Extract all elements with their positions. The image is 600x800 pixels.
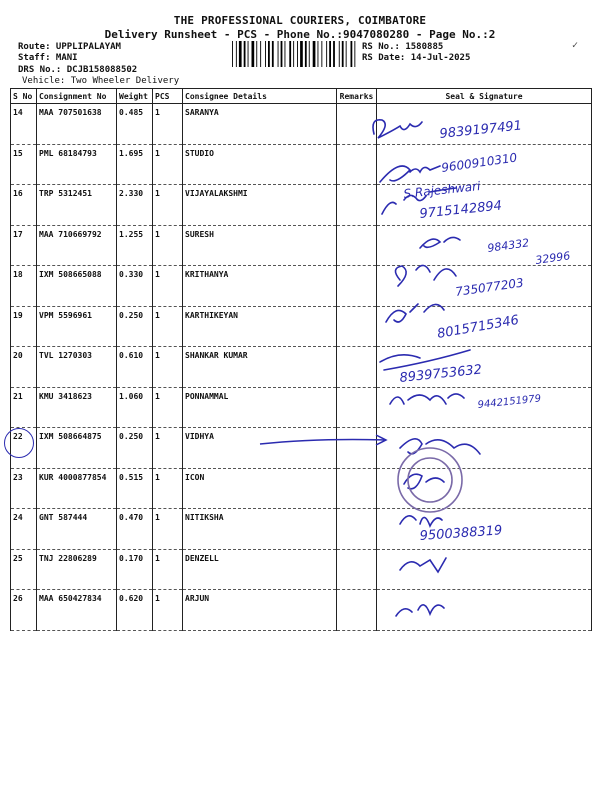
- cell-consignment-text: MAA 707501638: [39, 108, 102, 117]
- cell-pcs-text: 1: [155, 148, 160, 158]
- cell-sno-text: 14: [13, 108, 23, 117]
- cell-consignee-text: NITIKSHA: [185, 513, 224, 522]
- cell-consignee: [183, 347, 337, 388]
- cell-pcs-text: 1: [155, 594, 160, 603]
- col-weight: Weight: [117, 89, 153, 104]
- cell-consignment-text: PML 68184793: [39, 148, 97, 158]
- col-signature: Seal & Signature: [377, 89, 592, 104]
- cell-consignment-text: MAA 710669792: [39, 229, 102, 239]
- cell-sno: [11, 104, 37, 145]
- cell-sno-text: 16: [13, 189, 23, 198]
- cell-sno-text: 15: [13, 148, 23, 158]
- handwritten-phone-2: 9600910310: [440, 150, 519, 175]
- runsheet-title: THE PROFESSIONAL COURIERS, COIMBATORE: [173, 14, 427, 27]
- cell-consignment: [37, 225, 117, 266]
- cell-pcs: [153, 428, 183, 469]
- cell-consignee-text: STUDIO: [185, 148, 214, 158]
- cell-weight-text: 0.485: [119, 108, 144, 117]
- cell-pcs: [153, 590, 183, 631]
- cell-consignee-text: SHANKAR KUMAR: [185, 351, 248, 360]
- cell-consignment-text: MAA 650427834: [39, 594, 102, 603]
- cell-pcs-text: 1: [155, 513, 160, 522]
- cell-consignee: [183, 387, 337, 428]
- cell-consignment: [37, 549, 117, 590]
- cell-weight: [117, 590, 153, 631]
- cell-sno-text: 19: [13, 310, 23, 320]
- cell-consignee-text: SARANYA: [185, 108, 219, 117]
- cell-consignment-text: IXM 508664875: [39, 432, 102, 441]
- cell-consignment-text: TRP 5312451: [39, 189, 92, 198]
- cell-consignee-text: ICON: [185, 472, 205, 482]
- cell-weight-text: 2.330: [119, 189, 144, 198]
- cell-weight-text: 0.610: [119, 351, 144, 360]
- cell-pcs: [153, 104, 183, 145]
- cell-sno: [11, 387, 37, 428]
- handwritten-phone-6: 735077203: [454, 275, 525, 299]
- cell-weight-text: 0.250: [119, 432, 144, 441]
- cell-sno: [11, 144, 37, 185]
- cell-sno-text: 25: [13, 553, 23, 563]
- cell-sno-text: 17: [13, 229, 23, 239]
- cell-pcs: [153, 266, 183, 307]
- cell-weight: [117, 347, 153, 388]
- cell-consignment: [37, 468, 117, 509]
- cell-pcs-text: 1: [155, 310, 160, 320]
- cell-consignee-text: VIDHYA: [185, 432, 214, 441]
- rs-date: RS Date: 14-Jul-2025: [362, 53, 471, 63]
- cell-consignee-text: PONNAMMAL: [185, 391, 229, 401]
- cell-sno-text: 21: [13, 391, 23, 401]
- cell-sno: [11, 266, 37, 307]
- cell-sno: [11, 468, 37, 509]
- cell-consignee: [183, 468, 337, 509]
- cell-consignment: [37, 347, 117, 388]
- cell-sno-text: 18: [13, 270, 23, 279]
- cell-consignee: [183, 306, 337, 347]
- handwritten-name-1: S.Rajeshwari: [402, 178, 482, 201]
- cell-sno: [11, 306, 37, 347]
- cell-sno-text: 26: [13, 594, 23, 603]
- cell-consignee: [183, 104, 337, 145]
- cell-consignment: [37, 428, 117, 469]
- cell-weight: [117, 266, 153, 307]
- cell-consignee: [183, 590, 337, 631]
- cell-weight-text: 0.515: [119, 472, 144, 482]
- cell-consignment-text: KMU 3418623: [39, 391, 92, 401]
- cell-pcs-text: 1: [155, 391, 160, 401]
- cell-consignment: [37, 590, 117, 631]
- cell-consignment: [37, 185, 117, 226]
- cell-weight-text: 0.170: [119, 553, 144, 563]
- cell-sno-text: 24: [13, 513, 23, 522]
- cell-pcs-text: 1: [155, 553, 160, 563]
- col-pcs: PCS: [153, 89, 183, 104]
- cell-weight: [117, 549, 153, 590]
- cell-weight: [117, 428, 153, 469]
- cell-pcs: [153, 468, 183, 509]
- route-label: Route: UPPLIPALAYAM: [18, 42, 121, 52]
- cell-consignee-text: ARJUN: [185, 594, 210, 603]
- cell-weight: [117, 104, 153, 145]
- vehicle-label: Vehicle: Two Wheeler Delivery: [22, 76, 180, 86]
- cell-consignment-text: GNT 587444: [39, 513, 88, 522]
- handwritten-phone-7: 8015715346: [436, 312, 521, 342]
- cell-weight-text: 1.060: [119, 391, 144, 401]
- cell-pcs-text: 1: [155, 472, 160, 482]
- check-mark-icon: ✓: [572, 40, 579, 51]
- handwritten-phone-10: 9500388319: [419, 523, 503, 544]
- cell-pcs: [153, 549, 183, 590]
- drs-label: DRS No.: DCJB158088502: [18, 65, 138, 75]
- signature-area: [360, 100, 600, 640]
- cell-consignment-text: TVL 1270303: [39, 351, 92, 360]
- handwritten-phone-4: 984332: [486, 236, 531, 255]
- cell-pcs: [153, 306, 183, 347]
- cell-weight: [117, 306, 153, 347]
- cell-pcs-text: 1: [155, 189, 160, 198]
- cell-sno: [11, 549, 37, 590]
- cell-sno-text: 23: [13, 472, 23, 482]
- cell-consignee: [183, 509, 337, 550]
- cell-consignment-text: IXM 508665088: [39, 270, 102, 279]
- cell-pcs: [153, 225, 183, 266]
- col-consignee: Consignee Details: [183, 89, 337, 104]
- circle-mark-row-22: [4, 428, 34, 458]
- cell-consignment: [37, 306, 117, 347]
- col-consignment: Consignment No: [37, 89, 117, 104]
- cell-weight-text: 0.330: [119, 270, 144, 279]
- rs-number: RS No.: 1580885: [362, 42, 444, 52]
- cell-consignee: [183, 225, 337, 266]
- cell-weight: [117, 144, 153, 185]
- cell-weight: [117, 225, 153, 266]
- cell-consignee: [183, 144, 337, 185]
- handwritten-phone-3: 9715142894: [418, 198, 503, 222]
- cell-sno: [11, 225, 37, 266]
- cell-weight: [117, 185, 153, 226]
- cell-pcs-text: 1: [155, 270, 160, 279]
- cell-pcs-text: 1: [155, 229, 160, 239]
- handwritten-phone-5: 32996: [534, 249, 572, 267]
- cell-sno: [11, 590, 37, 631]
- cell-consignment-text: TNJ 22806289: [39, 553, 97, 563]
- col-remarks: Remarks: [337, 89, 377, 104]
- cell-weight: [117, 509, 153, 550]
- cell-consignee: [183, 185, 337, 226]
- cell-pcs: [153, 387, 183, 428]
- barcode: [232, 41, 357, 67]
- cell-weight: [117, 387, 153, 428]
- cell-consignee-text: DENZELL: [185, 553, 219, 563]
- cell-consignee: [183, 549, 337, 590]
- cell-sno: [11, 509, 37, 550]
- cell-consignment-text: KUR 4000877854: [39, 472, 107, 482]
- cell-consignment: [37, 509, 117, 550]
- cell-pcs: [153, 144, 183, 185]
- cell-weight-text: 0.250: [119, 310, 144, 320]
- cell-weight-text: 1.695: [119, 148, 144, 158]
- cell-sno: [11, 347, 37, 388]
- cell-consignee-text: KRITHANYA: [185, 270, 229, 279]
- cell-consignment-text: VPM 5596961: [39, 310, 92, 320]
- handwritten-phone-1: 9839197491: [438, 118, 523, 142]
- col-sno: S No: [11, 89, 37, 104]
- cell-pcs: [153, 185, 183, 226]
- cell-weight-text: 0.470: [119, 513, 144, 522]
- cell-weight: [117, 468, 153, 509]
- cell-sno-text: 22: [13, 432, 23, 441]
- cell-pcs: [153, 347, 183, 388]
- cell-weight-text: 1.255: [119, 229, 144, 239]
- cell-consignee-text: KARTHIKEYAN: [185, 310, 238, 320]
- cell-pcs: [153, 509, 183, 550]
- cell-sno: [11, 185, 37, 226]
- cell-consignment: [37, 266, 117, 307]
- cell-consignee-text: SURESH: [185, 229, 214, 239]
- cell-consignee-text: VIJAYALAKSHMI: [185, 189, 248, 198]
- cell-consignment: [37, 104, 117, 145]
- cell-pcs-text: 1: [155, 432, 160, 441]
- runsheet-subtitle: Delivery Runsheet - PCS - Phone No.:9047080280 - Page No.:2: [104, 28, 496, 41]
- cell-pcs-text: 1: [155, 108, 160, 117]
- handwritten-phone-8: 8939753632: [398, 362, 483, 386]
- cell-weight-text: 0.620: [119, 594, 144, 603]
- cell-consignment: [37, 387, 117, 428]
- cell-pcs-text: 1: [155, 351, 160, 360]
- cell-sno-text: 20: [13, 351, 23, 360]
- staff-label: Staff: MANI: [18, 53, 78, 63]
- handwritten-phone-9: 9442151979: [477, 393, 542, 411]
- cell-consignment: [37, 144, 117, 185]
- cell-consignee: [183, 266, 337, 307]
